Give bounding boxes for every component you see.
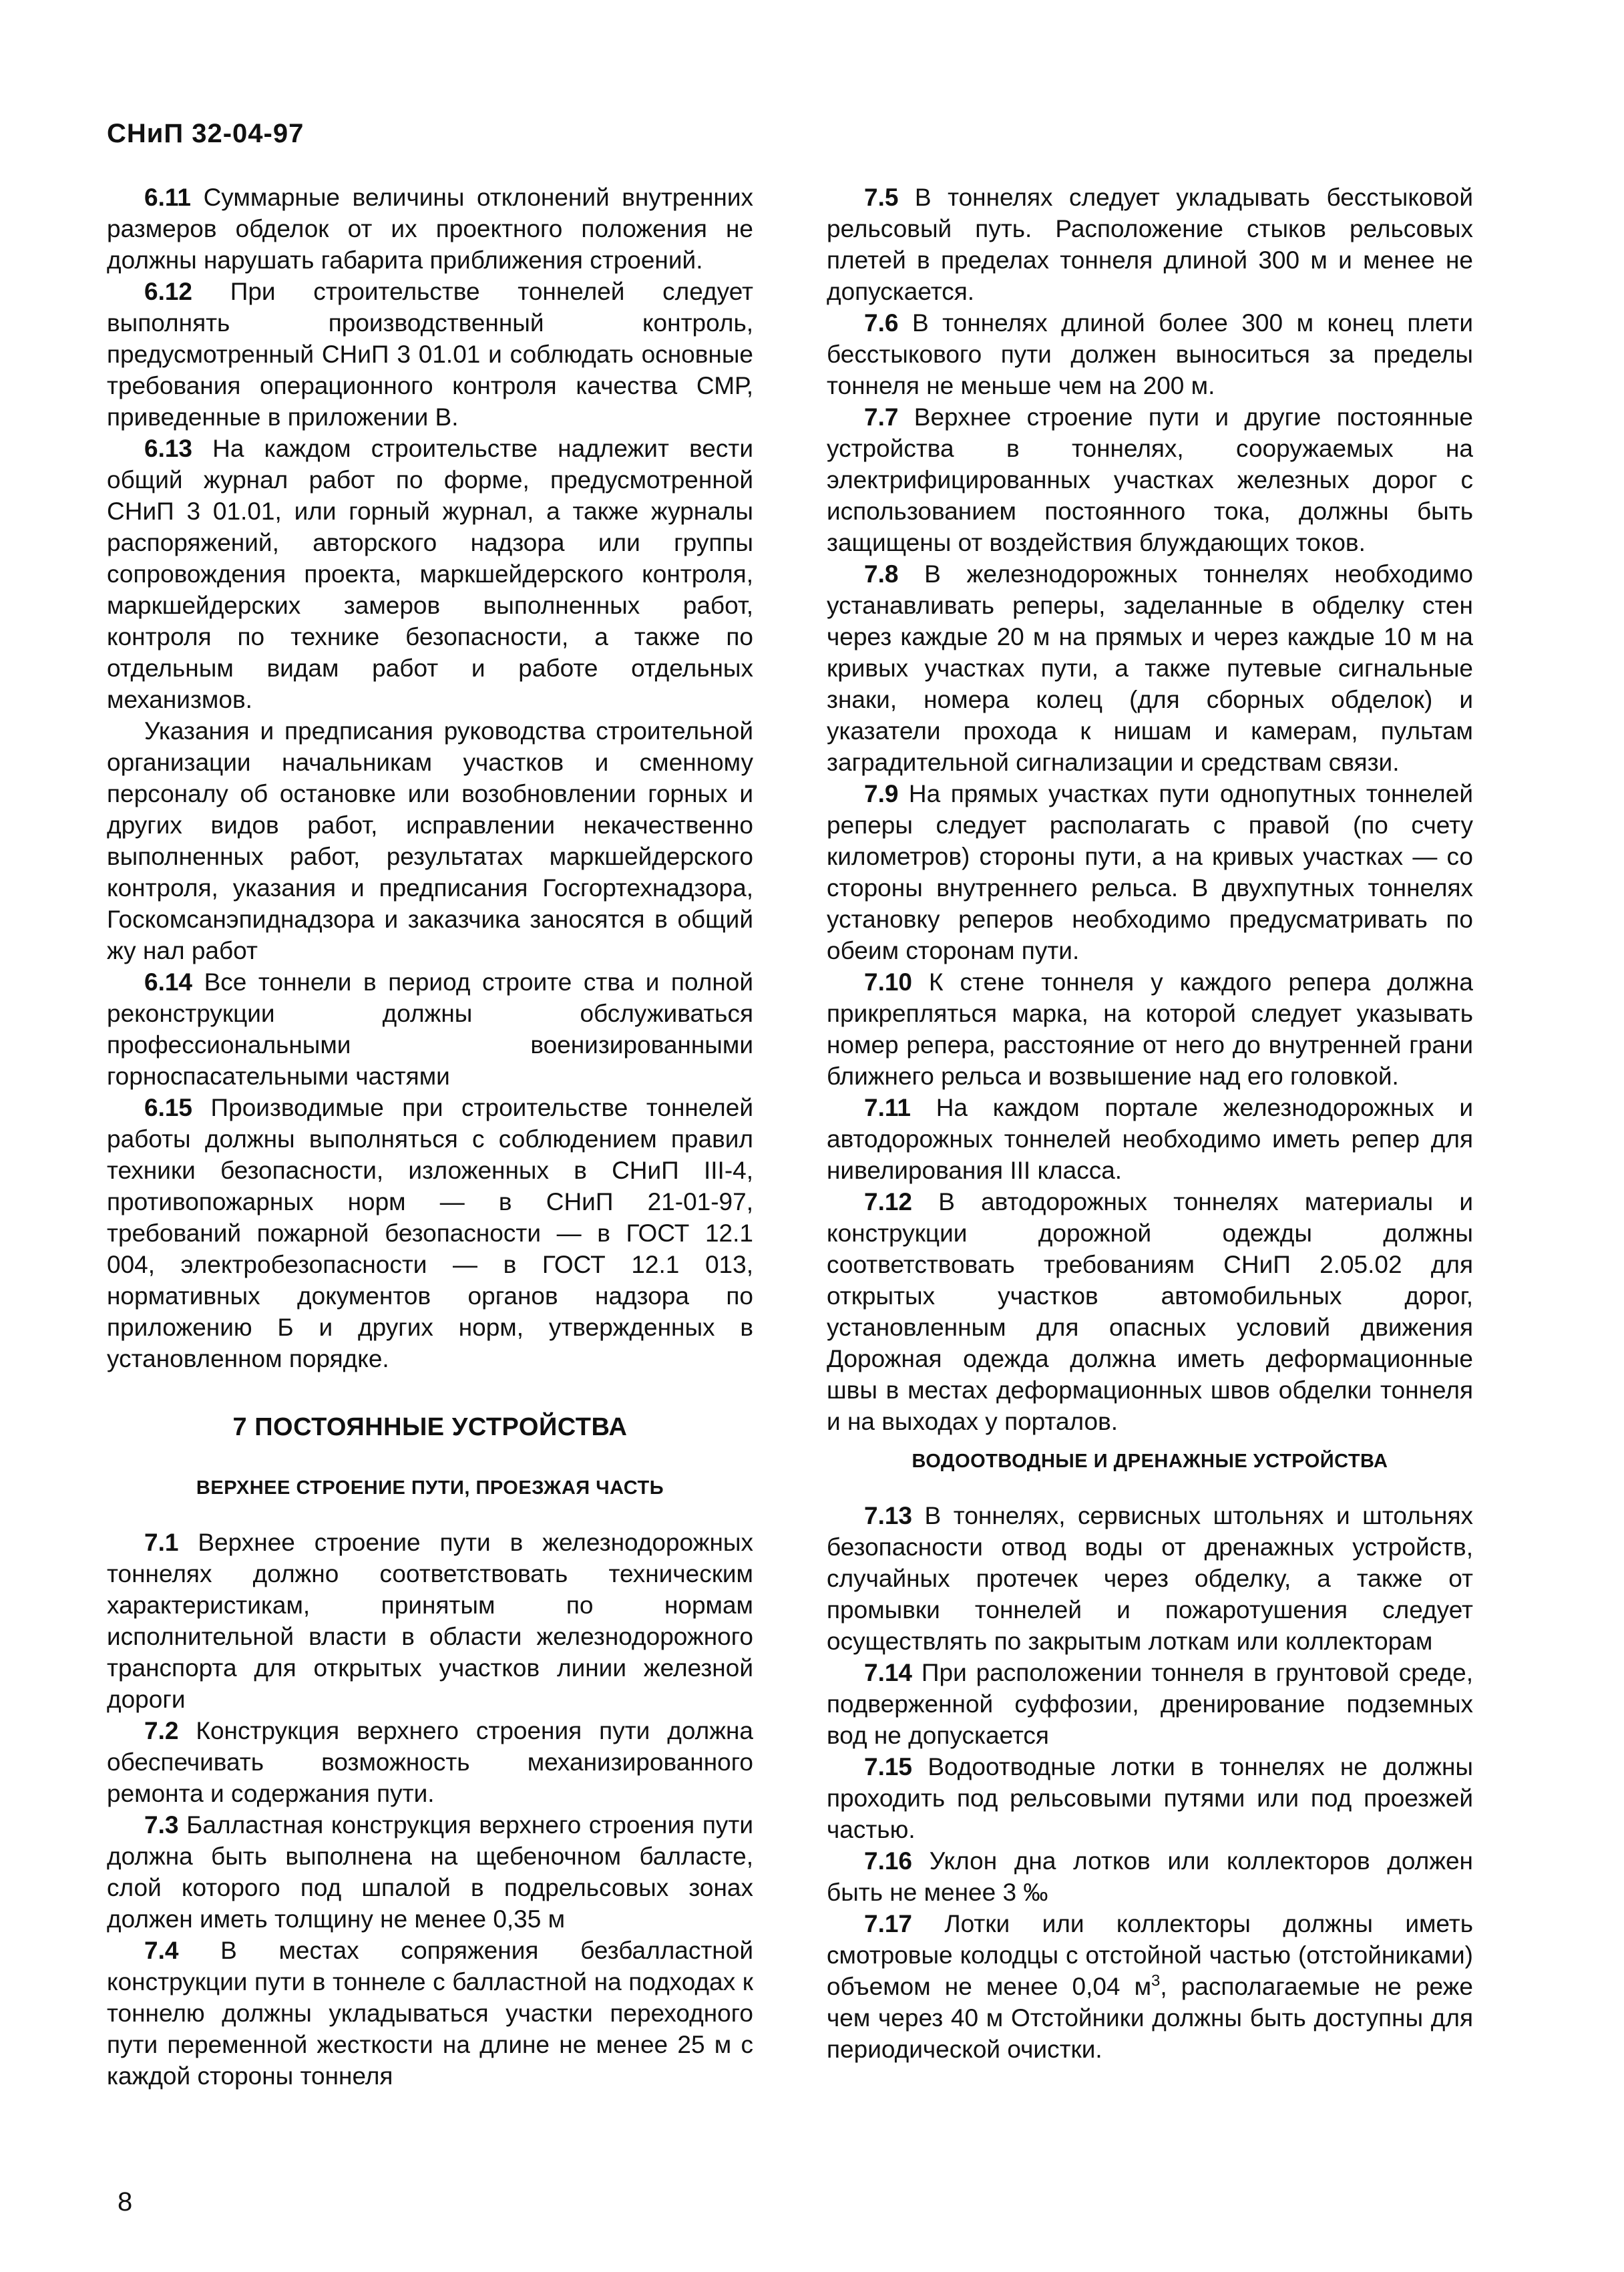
clause-number: 6.13 bbox=[144, 435, 193, 462]
clause-7-10 bbox=[827, 966, 1473, 1092]
clause-7-2 bbox=[107, 1715, 753, 1809]
clause-number: 7.4 bbox=[144, 1937, 179, 1964]
clause-text: В железнодорожных тоннелях необходимо устанавливать реперы, заделанные в обделку стен через каждые 20 м на прямых и через каждые 10 м на кривых участках пути, а также путевые сигнальные знаки, номера колец (для сборных обделок) и указатели прохода к нишам и камерам, пультам заградительной сигнализации и средствам связи. bbox=[827, 560, 1473, 776]
clause-number: 7.1 bbox=[144, 1529, 179, 1556]
subsection-title-drainage: ВОДООТВОДНЫЕ И ДРЕНАЖНЫЕ УСТРОЙСТВА bbox=[911, 1451, 1388, 1472]
clause-7-9 bbox=[827, 778, 1473, 966]
clause-7-5 bbox=[827, 182, 1473, 307]
clause-7-12 bbox=[827, 1186, 1473, 1437]
clause-text: В тоннелях, сервисных штольнях и штольнях безопасности отвод воды от дренажных устройств, случайных протечек через обделку, а также от промывки тоннелей и пожаротушения следует осуществлять по закрытым лоткам или коллекторам bbox=[827, 1502, 1473, 1655]
right-column-bottom bbox=[827, 1500, 1473, 2065]
clause-number: 7.8 bbox=[864, 560, 899, 588]
clause-text: В местах сопряжения безбалластной конструкции пути в тоннеле с балластной на подходах к тоннелю должны укладываться участки переходного пути переменной жесткости на длине не менее 25 м с каждой стороны тоннеля bbox=[107, 1937, 753, 2090]
clause-6-13 bbox=[107, 433, 753, 715]
superscript: 3 bbox=[1151, 1971, 1161, 1990]
clause-text: На каждом строительстве надлежит вести общий журнал работ по форме, предусмотренной СНиП 3 01.01, или горный журнал, а также журналы распоряжений, авторского надзора или группы сопровождения проекта, маркшейдерского контроля, маркшейдерских замеров выполненных работ, контроля по технике безопасности, а также по отдельным видам работ и работе отдельных механизмов. bbox=[107, 435, 753, 713]
clause-7-16 bbox=[827, 1845, 1473, 1908]
clause-number: 7.16 bbox=[864, 1847, 913, 1875]
clause-text: Балластная конструкция верхнего строения пути должна быть выполнена на щебеночном балласте, слой которого под шпалой в подрельсовых зонах должен иметь толщину не менее 0,35 м bbox=[107, 1811, 753, 1933]
clause-number: 7.10 bbox=[864, 968, 913, 996]
clause-text: К стене тоннеля у каждого репера должна прикрепляться марка, на которой следует указывать номер репера, расстояние от него до внутренней грани ближнего рельса и возвышение над его головкой. bbox=[827, 968, 1473, 1090]
clause-text: На прямых участках пути однопутных тоннелей реперы следует располагать с правой (по счету километров) стороны пути, а на кривых участках — со стороны внутреннего рельса. В двухпутных тоннелях установку реперов необходимо предусматривать по обеим сторонам пути. bbox=[827, 780, 1473, 964]
clause-number: 7.17 bbox=[864, 1910, 913, 1937]
clause-7-8 bbox=[827, 558, 1473, 778]
clause-number: 7.3 bbox=[144, 1811, 179, 1839]
clause-text: При расположении тоннеля в грунтовой среде, подверженной суффозии, дренирование подземных вод не допускается bbox=[827, 1659, 1473, 1749]
clause-text: В тоннелях следует укладывать бесстыковой рельсовый путь. Расположение стыков рельсовых плетей в пределах тоннеля длиной 300 м и менее не допускается. bbox=[827, 184, 1473, 305]
document-code: СНиП 32-04-97 bbox=[107, 119, 304, 148]
clause-7-13 bbox=[827, 1500, 1473, 1657]
clause-number: 6.15 bbox=[144, 1094, 193, 1121]
clause-text: Верхнее строение пути и другие постоянные устройства в тоннелях, сооружаемых на электрифицированных участках железных дорог с использованием постоянного тока, должны быть защищены от воздействия блуждающих токов. bbox=[827, 403, 1473, 556]
clause-text: Производимые при строительстве тоннелей работы должны выполняться с соблюдением правил техники безопасности, изложенных в СНиП III-4, противопожарных норм — в СНиП 21-01-97, требований пожарной безопасности — в ГОСТ 12.1 004, электробезопасности — в ГОСТ 12.1 013, нормативных документов органов надзора по приложению Б и других норм, утвержденных в установленном порядке. bbox=[107, 1094, 753, 1372]
clause-text: В тоннелях длиной более 300 м конец плети бесстыкового пути должен выноситься за пределы тоннеля не меньше чем на 200 м. bbox=[827, 309, 1473, 399]
clause-7-1 bbox=[107, 1527, 753, 1715]
left-column-top bbox=[107, 182, 753, 1374]
clause-text: Суммарные величины отклонений внутренних размеров обделок от их проектного положения не должны нарушать габарита приближения строений. bbox=[107, 184, 753, 274]
clause-text-tail: , располагаемые не реже чем через 40 м Отстойники должны быть доступны для периодической очистки. bbox=[827, 1973, 1473, 2063]
left-column-bottom bbox=[107, 1527, 753, 2092]
clause-text: Конструкция верхнего строения пути должна обеспечивать возможность механизированного ремонта и содержания пути. bbox=[107, 1717, 753, 1807]
clause-7-15 bbox=[827, 1751, 1473, 1845]
clause-7-14 bbox=[827, 1657, 1473, 1751]
clause-number: 7.5 bbox=[864, 184, 899, 211]
clause-6-15 bbox=[107, 1092, 753, 1374]
clause-text: В автодорожных тоннелях материалы и конструкции дорожной одежды должны соответствовать требованиям СНиП 2.05.02 для открытых участков автомобильных дорог, установленным для опасных условий движения Дорожная одежда должна иметь деформационные швы в местах деформационных швов обделки тоннеля и на выходах у порталов. bbox=[827, 1188, 1473, 1435]
clause-text: Указания и предписания руководства строительной организации начальникам участков и сменному персоналу об остановке или возобновлении горных и других видов работ, исправлении некачественно выполненных работ, результатах маркшейдерского контроля, указания и предписания Госгортехнадзора, Госкомсанэпиднадзора и заказчика заносятся в общий жу нал работ bbox=[107, 717, 753, 964]
clause-number: 7.14 bbox=[864, 1659, 913, 1686]
clause-6-13-continued bbox=[107, 715, 753, 966]
clause-6-12 bbox=[107, 276, 753, 433]
clause-7-17 bbox=[827, 1908, 1473, 2065]
clause-6-14 bbox=[107, 966, 753, 1092]
clause-7-3 bbox=[107, 1809, 753, 1935]
right-column-top bbox=[827, 182, 1473, 1437]
clause-7-4 bbox=[107, 1935, 753, 2092]
clause-text: Уклон дна лотков или коллекторов должен быть не менее 3 ‰ bbox=[827, 1847, 1473, 1906]
clause-number: 7.6 bbox=[864, 309, 899, 337]
clause-text: Верхнее строение пути в железнодорожных тоннелях должно соответствовать техническим характеристикам, принятым по нормам исполнительной власти в области железнодорожного транспорта для открытых участков линии железной дороги bbox=[107, 1529, 753, 1713]
subsection-title-track: ВЕРХНЕЕ СТРОЕНИЕ ПУТИ, ПРОЕЗЖАЯ ЧАСТЬ bbox=[196, 1477, 664, 1499]
clause-text: Водоотводные лотки в тоннелях не должны проходить под рельсовыми путями или под проезжей частью. bbox=[827, 1753, 1473, 1843]
clause-7-7 bbox=[827, 401, 1473, 558]
clause-number: 7.13 bbox=[864, 1502, 913, 1529]
clause-number: 7.2 bbox=[144, 1717, 179, 1744]
clause-text: Лотки или коллекторы должны иметь смотровые колодцы с отстойной частью (отстойниками) объемом не менее 0,04 м bbox=[827, 1910, 1473, 2000]
clause-7-11 bbox=[827, 1092, 1473, 1186]
clause-number: 7.7 bbox=[864, 403, 899, 431]
clause-number: 7.12 bbox=[864, 1188, 913, 1215]
clause-7-6 bbox=[827, 307, 1473, 401]
clause-number: 6.11 bbox=[144, 184, 191, 211]
clause-text: При строительстве тоннелей следует выполнять производственный контроль, предусмотренный СНиП 3 01.01 и соблюдать основные требования операционного контроля качества СМР, приведенные в приложении В. bbox=[107, 278, 753, 431]
clause-number: 7.9 bbox=[864, 780, 899, 807]
clause-number: 6.12 bbox=[144, 278, 193, 305]
page-number: 8 bbox=[118, 2187, 133, 2217]
clause-text: На каждом портале железнодорожных и автодорожных тоннелей необходимо иметь репер для нивелирования III класса. bbox=[827, 1094, 1473, 1184]
clause-6-11 bbox=[107, 182, 753, 276]
clause-number: 7.11 bbox=[864, 1094, 911, 1121]
clause-number: 6.14 bbox=[144, 968, 193, 996]
clause-number: 7.15 bbox=[864, 1753, 913, 1780]
clause-text: Все тоннели в период строите ства и полной реконструкции должны обслуживаться профессиональными военизированными горноспасательными частями bbox=[107, 968, 753, 1090]
section-title: 7 ПОСТОЯННЫЕ УСТРОЙСТВА bbox=[232, 1413, 628, 1441]
